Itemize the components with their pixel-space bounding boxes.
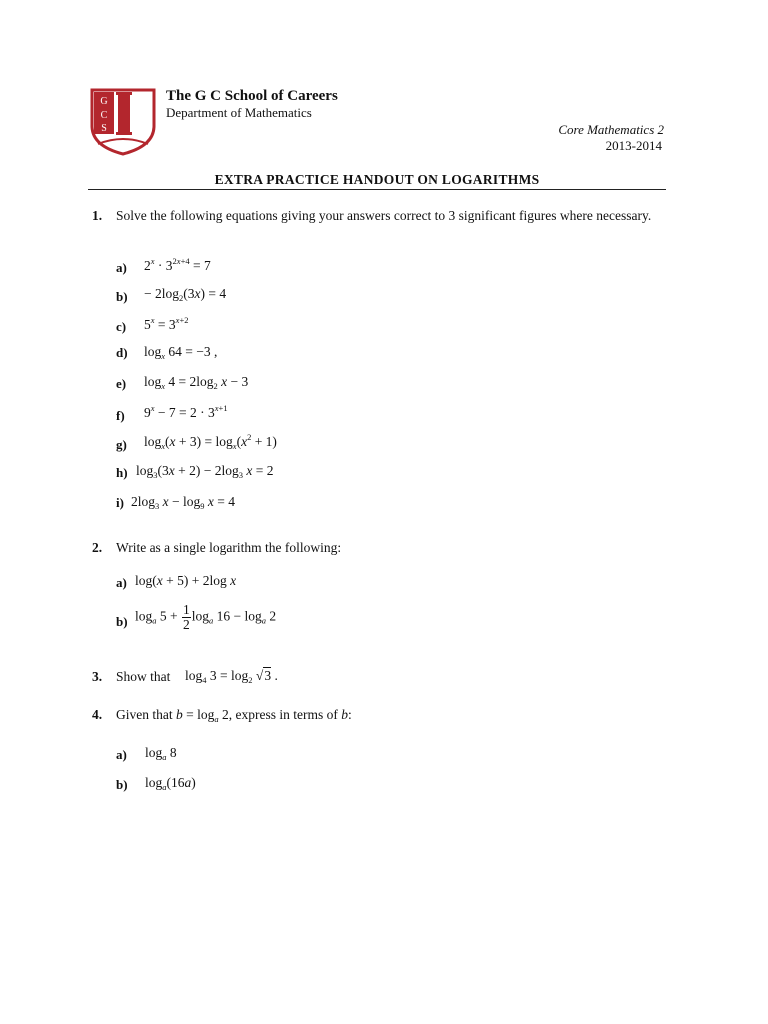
handout-title: EXTRA PRACTICE HANDOUT ON LOGARITHMS — [214, 172, 540, 187]
q1-part-d-label: d) — [116, 345, 128, 360]
q4-variable: b — [341, 707, 348, 722]
q1-part-c-equation: $5^x = 3^{x+2}$ — [144, 315, 189, 332]
q3-statement: $\log_4 3 = \log_2 √3$ . — [185, 668, 278, 685]
q1-part-i-label: i) — [116, 495, 124, 510]
question-3-text: Show that — [116, 669, 171, 684]
q1-part-a-equation: $2^x \cdot 3^{2x+4} = 7$ — [144, 256, 211, 273]
q1-part-g-equation: $\log_x(x + 3) = \log_x(x^2 + 1)$ — [144, 432, 277, 451]
svg-text:S: S — [101, 123, 107, 134]
question-4-number: 4. — [92, 707, 103, 722]
q2-part-b-label: b) — [116, 614, 128, 629]
title-divider — [88, 189, 666, 190]
department-name: Department of Mathematics — [166, 105, 312, 120]
q1-part-a-label: a) — [116, 260, 127, 275]
q1-part-f-label: f) — [116, 408, 125, 423]
q4-part-b-label: b) — [116, 777, 128, 792]
q1-part-d-equation: $\log_x 64 = -3$ , — [144, 344, 218, 361]
q1-part-h-equation: $\log_3(3x + 2) - 2\log_3$ x = 2 — [136, 463, 274, 480]
svg-text:C: C — [100, 110, 108, 121]
svg-text:G: G — [100, 96, 108, 107]
q2-part-b-expression: $\log_a 5$ + $\frac{1}{2}$ $\log_a 16 - \log_a 2$ — [135, 602, 277, 632]
q4-part-a-label: a) — [116, 747, 127, 762]
q1-part-e-equation: $\log_x 4 = 2\log_2$ x − 3 — [144, 374, 249, 391]
question-2-text: Write as a single logarithm the following: — [116, 540, 342, 555]
q4-part-a-expression: $\log_a 8$ — [145, 745, 177, 762]
q2-part-a-label: a) — [116, 575, 127, 590]
question-3-number: 3. — [92, 669, 103, 684]
q1-part-e-label: e) — [116, 376, 127, 391]
question-1-number: 1. — [92, 208, 103, 223]
school-name: The G C School of Careers — [166, 88, 338, 104]
q2-part-a-expression: log(x + 5) + 2log x — [135, 573, 237, 588]
q1-part-c-label: c) — [116, 319, 127, 334]
question-1-text: Solve the following equations giving your answers correct to 3 significant figures where necessary. — [116, 208, 652, 223]
q4-text-pre: Given that — [116, 707, 173, 722]
q1-part-g-label: g) — [116, 437, 127, 452]
q1-part-i-equation: $2\log_3$ $x - \log_9 x = 4$ — [131, 494, 236, 511]
q4-text-post: , express in terms of — [228, 707, 338, 722]
academic-year: 2013-2014 — [605, 138, 662, 153]
q1-part-b-label: b) — [116, 289, 128, 304]
school-crest-logo — [88, 86, 158, 156]
course-name: Core Mathematics 2 — [558, 122, 664, 137]
q4-colon: : — [347, 707, 352, 722]
q1-part-h-label: h) — [116, 465, 128, 480]
q4-part-b-expression: $\log_a(16a)$ — [145, 775, 196, 792]
q1-part-f-equation: $9^x - 7 = 2 \cdot 3^{x+1}$ — [144, 403, 228, 420]
q1-part-b-equation: − $2\log_2(3x) = 4$ — [144, 286, 227, 303]
question-4-text: Given that $b = \log_a 2$, express in terms of b: — [116, 707, 352, 724]
question-2-number: 2. — [92, 540, 103, 555]
